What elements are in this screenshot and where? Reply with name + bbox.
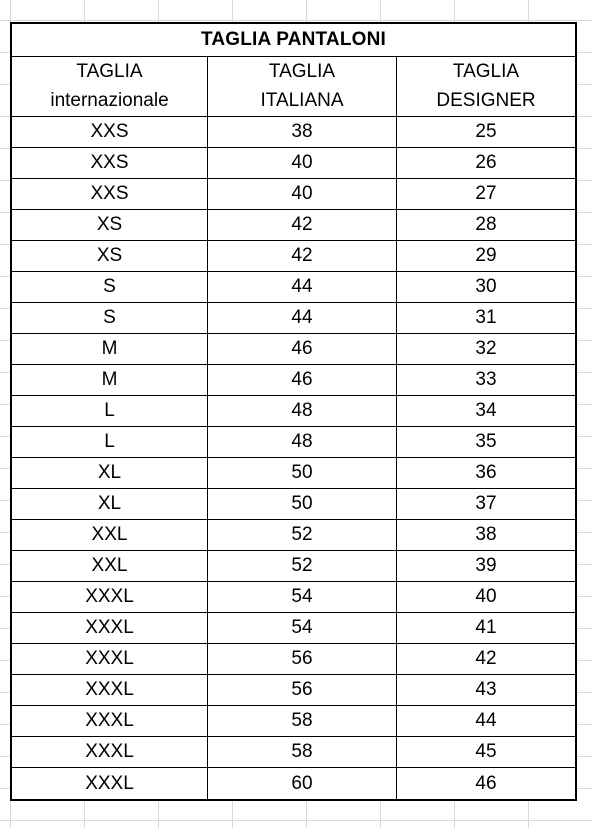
designer-size-cell: 44 (475, 710, 497, 731)
header-italian-line2: ITALIANA (260, 89, 344, 111)
international-size-cell: XS (12, 241, 208, 271)
international-size-cell: S (12, 272, 208, 302)
table-row (12, 210, 575, 241)
international-size-cell: XXS (12, 148, 208, 178)
table-row (12, 117, 575, 148)
designer-size-cell: 43 (475, 679, 497, 700)
international-size-cell: S (12, 303, 208, 333)
table-row (12, 644, 575, 675)
table-row (12, 551, 575, 582)
designer-size-cell: 34 (475, 400, 497, 421)
designer-size-cell: 46 (475, 772, 497, 794)
table-row (12, 334, 575, 365)
table-row (12, 458, 575, 489)
header-designer-line1: TAGLIA (452, 61, 520, 83)
italian-size-cell: 42 (208, 241, 397, 271)
table-row (12, 365, 575, 396)
table-row (12, 520, 575, 551)
international-size-cell: XXXL (12, 768, 208, 799)
table-title: TAGLIA PANTALONI (12, 24, 575, 57)
size-table (10, 22, 577, 801)
italian-size-cell: 58 (208, 737, 397, 767)
header-italian-line1: TAGLIA (268, 61, 336, 83)
italian-size-cell: 60 (208, 768, 397, 799)
table-row (12, 427, 575, 458)
italian-size-cell: 44 (208, 272, 397, 302)
table-row (12, 489, 575, 520)
table-row (12, 396, 575, 427)
header-row (12, 57, 575, 117)
designer-size-cell: 33 (475, 369, 497, 390)
table-row (12, 241, 575, 272)
table-body (12, 117, 575, 799)
designer-size-cell: 36 (475, 462, 497, 483)
international-size-cell: L (12, 396, 208, 426)
italian-size-cell: 52 (208, 520, 397, 550)
international-size-cell: XXXL (12, 644, 208, 674)
italian-size-cell: 42 (208, 210, 397, 240)
international-size-cell: L (12, 427, 208, 457)
italian-size-cell: 56 (208, 675, 397, 705)
header-italian (208, 57, 397, 116)
table-row (12, 179, 575, 210)
designer-size-cell: 38 (475, 524, 497, 545)
international-size-cell: M (12, 365, 208, 395)
table-row (12, 303, 575, 334)
international-size-cell: XXS (12, 117, 208, 147)
table-row (12, 737, 575, 768)
designer-size-cell: 39 (475, 555, 497, 576)
international-size-cell: XXL (12, 551, 208, 581)
italian-size-cell: 50 (208, 489, 397, 519)
designer-size-cell: 42 (475, 648, 497, 669)
italian-size-cell: 40 (208, 179, 397, 209)
header-international-line2: internazionale (50, 89, 169, 111)
header-international (12, 57, 208, 116)
designer-size-cell: 27 (475, 183, 497, 204)
designer-size-cell: 30 (475, 276, 497, 297)
table-row (12, 706, 575, 737)
italian-size-cell: 50 (208, 458, 397, 488)
international-size-cell: XXL (12, 520, 208, 550)
international-size-cell: XXXL (12, 613, 208, 643)
italian-size-cell: 44 (208, 303, 397, 333)
italian-size-cell: 58 (208, 706, 397, 736)
italian-size-cell: 54 (208, 613, 397, 643)
header-international-line1: TAGLIA (76, 61, 143, 83)
header-designer (397, 57, 575, 116)
designer-size-cell: 25 (475, 121, 497, 142)
designer-size-cell: 29 (475, 245, 497, 266)
international-size-cell: XXXL (12, 737, 208, 767)
table-row (12, 675, 575, 706)
italian-size-cell: 48 (208, 396, 397, 426)
international-size-cell: M (12, 334, 208, 364)
table-row (12, 272, 575, 303)
international-size-cell: XS (12, 210, 208, 240)
designer-size-cell: 28 (475, 214, 497, 235)
italian-size-cell: 46 (208, 334, 397, 364)
designer-size-cell: 40 (475, 586, 497, 607)
table-row (12, 582, 575, 613)
international-size-cell: XXXL (12, 675, 208, 705)
italian-size-cell: 56 (208, 644, 397, 674)
international-size-cell: XXXL (12, 582, 208, 612)
table-row (12, 148, 575, 179)
international-size-cell: XL (12, 489, 208, 519)
table-row (12, 768, 575, 799)
italian-size-cell: 38 (208, 117, 397, 147)
italian-size-cell: 52 (208, 551, 397, 581)
designer-size-cell: 37 (475, 493, 497, 514)
international-size-cell: XXS (12, 179, 208, 209)
header-designer-line2: DESIGNER (436, 89, 536, 111)
designer-size-cell: 41 (475, 617, 497, 638)
designer-size-cell: 31 (475, 307, 497, 328)
italian-size-cell: 40 (208, 148, 397, 178)
italian-size-cell: 54 (208, 582, 397, 612)
designer-size-cell: 26 (475, 152, 497, 173)
designer-size-cell: 35 (475, 431, 497, 452)
international-size-cell: XXXL (12, 706, 208, 736)
international-size-cell: XL (12, 458, 208, 488)
designer-size-cell: 45 (475, 741, 497, 762)
designer-size-cell: 32 (475, 338, 497, 359)
italian-size-cell: 48 (208, 427, 397, 457)
italian-size-cell: 46 (208, 365, 397, 395)
table-row (12, 613, 575, 644)
